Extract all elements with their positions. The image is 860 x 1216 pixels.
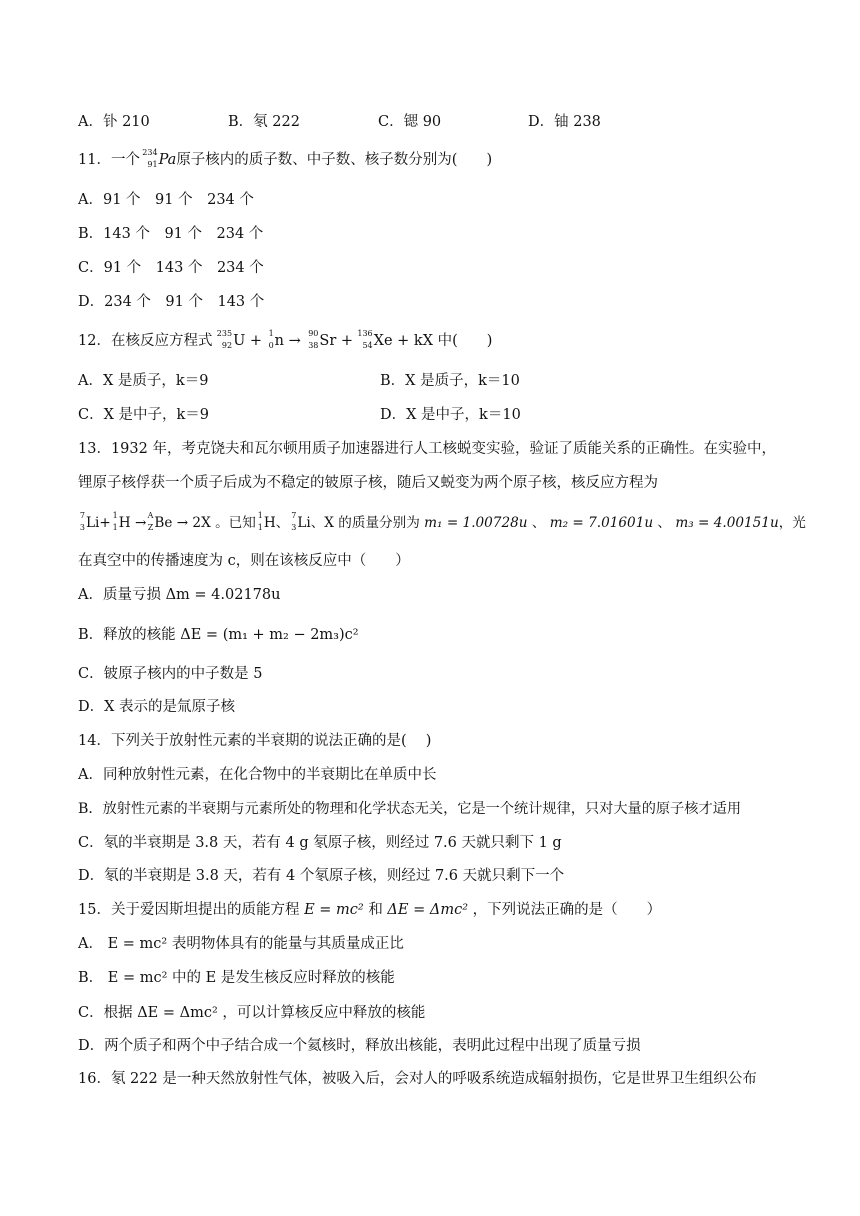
q12-option-c: C．X 是中子，k＝9 [78,407,210,423]
q11-option-a: A．91 个 91 个 234 个 [78,192,254,208]
q13-option-a: A．质量亏损 Δm = 4.02178u [78,587,281,603]
delta-mass-energy-equation: ΔE = Δmc² [387,902,469,918]
q13-line2: 锂原子核俘获一个质子后成为不稳定的铍原子核，随后又蜕变为两个原子核，核反应方程为 [78,475,658,491]
q10-option-c: C．锶 90 [378,114,442,130]
q14-option-c: C．氡的半衰期是 3.8 天，若有 4 g 氡原子核，则经过 7.6 天就只剩下 1 g [78,835,562,851]
q12-option-b: B．X 是质子，k＝10 [380,373,520,389]
q13-equation-line: 7 3 Li+ 1 1 H → A Z Be → 2X 。已知 1 1 H、 7 3 Li、X 的质量分别为 m₁ = 1.00728u 、 m₂ = 7.01601u 、 m₃ = 4.00151u，光 [79,511,806,532]
mass-energy-equation: E = mc² [304,902,364,918]
mass-m2: m₂ = 7.01601u [549,515,654,531]
q11-prefix: 11．一个 [78,152,140,168]
q13-option-b: B．释放的核能 ΔE = (m₁ + m₂ − 2m₃)c² [78,627,359,643]
mass-m3: m₃ = 4.00151u [675,515,779,531]
q10-option-b: B．氡 222 [228,114,300,130]
q14-option-a: A．同种放射性元素，在化合物中的半衰期比在单质中长 [78,767,437,783]
q15-stem: 15．关于爱因斯坦提出的质能方程 E = mc² 和 ΔE = Δmc² ，下列说法正确的是（ ） [78,902,662,918]
q11-option-d: D．234 个 91 个 143 个 [78,294,265,310]
q11-option-c: C．91 个 143 个 234 个 [78,260,264,276]
q13-option-d: D．X 表示的是氚原子核 [78,699,236,715]
q16-stem: 16．氡 222 是一种天然放射性气体，被吸入后，会对人的呼吸系统造成辐射损伤，它是世界卫生组织公布 [78,1071,757,1087]
q14-stem: 14．下列关于放射性元素的半衰期的说法正确的是( ) [78,733,432,749]
q10-option-a: A．钋 210 [78,114,150,130]
pa-nuclide-notation: 234 91 [142,148,158,169]
q12-option-d: D．X 是中子，k＝10 [380,407,521,423]
q14-option-d: D．氡的半衰期是 3.8 天，若有 4 个氡原子核，则经过 7.6 天就只剩下一个 [78,868,565,884]
q12-option-a: A．X 是质子，k＝9 [78,373,209,389]
q11-option-b: B．143 个 91 个 234 个 [78,226,264,242]
q13-line4: 在真空中的传播速度为 c，则在该核反应中（ ） [78,553,410,569]
q13-option-c: C．铍原子核内的中子数是 5 [78,666,263,682]
q13-line1: 13．1932 年，考克饶夫和瓦尔顿用质子加速器进行人工核蜕变实验，验证了质能关系的正确性。在实验中， [78,441,776,457]
q11-suffix: 原子核内的质子数、中子数、核子数分别为( ) [176,152,493,168]
q15-option-c: C．根据 ΔE = Δmc² ，可以计算核反应中释放的核能 [78,1005,426,1021]
q12-stem: 12．在核反应方程式 235 92 U + 1 0 n → 90 38 Sr + 136 54 Xe + kX 中( ) [78,329,493,350]
q15-option-b: B． E = mc² 中的 E 是发生核反应时释放的核能 [78,970,395,986]
q11-stem [78,150,492,170]
mass-m1: m₁ = 1.00728u [424,515,528,531]
q10-option-d: D．铀 238 [528,114,601,130]
q15-option-d: D．两个质子和两个中子结合成一个氦核时，释放出核能，表明此过程中出现了质量亏损 [78,1038,641,1054]
q14-option-b: B．放射性元素的半衰期与元素所处的物理和化学状态无关，它是一个统计规律，只对大量的原子核才适用 [78,801,742,817]
pa-symbol: Pa [158,152,177,168]
q15-option-a: A． E = mc² 表明物体具有的能量与其质量成正比 [78,936,404,952]
